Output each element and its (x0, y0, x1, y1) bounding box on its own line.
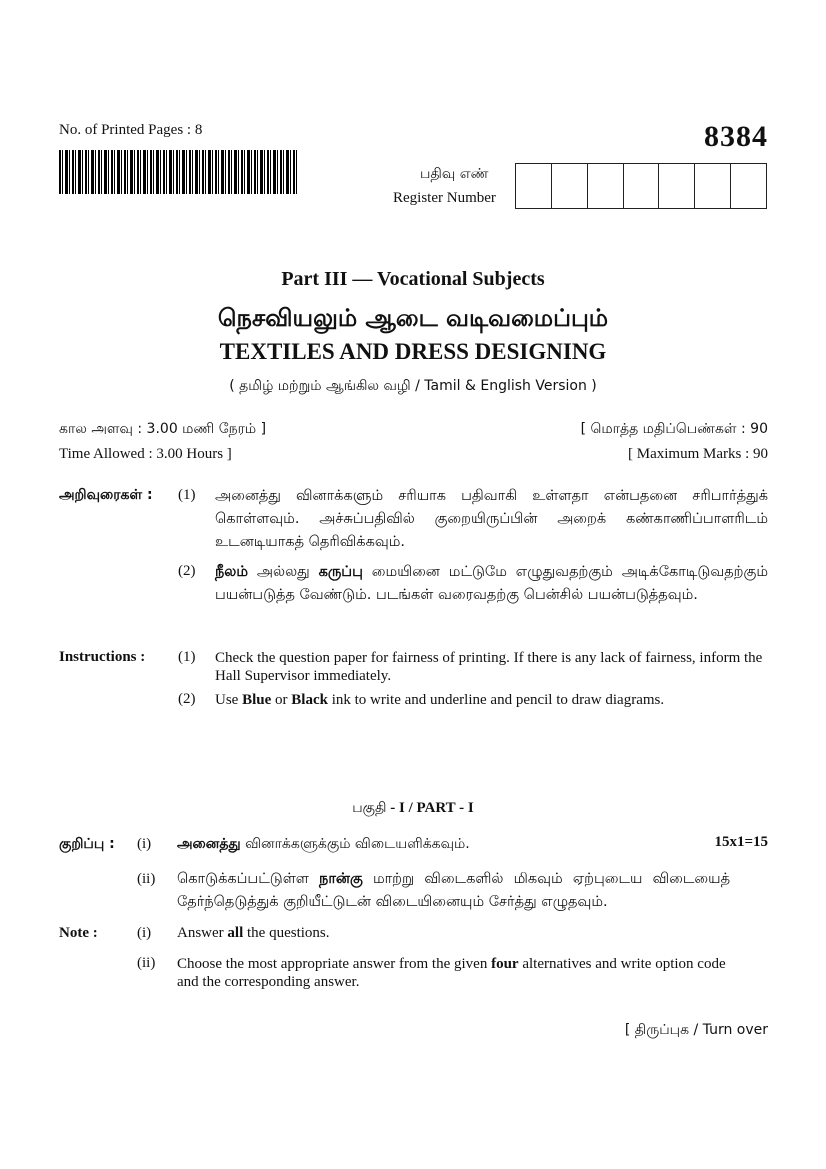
text-segment: அல்லது (248, 564, 319, 580)
instructions-tamil-label: அறிவுரைகள் : (59, 487, 153, 503)
turn-over: [ திருப்புக / Turn over (624, 1022, 768, 1038)
subject-title: TEXTILES AND DRESS DESIGNING (219, 339, 607, 364)
barcode (59, 150, 299, 194)
max-marks-tamil: [ மொத்த மதிப்பெண்கள் : 90 (580, 421, 768, 437)
instruction-tamil-2 (215, 561, 768, 607)
note-tamil-1 (177, 836, 470, 854)
marks-scheme: 15x1=15 (714, 834, 768, 850)
item-number: (i) (137, 925, 152, 941)
paper-code: 8384 (704, 120, 768, 153)
register-number-boxes[interactable] (515, 163, 767, 209)
item-number: (1) (178, 649, 196, 665)
register-digit-box[interactable] (624, 164, 660, 208)
text-segment: alternatives and write option code and the corresponding answer. (177, 956, 726, 990)
item-number: (2) (178, 691, 196, 707)
bold-black: Black (291, 692, 328, 708)
part-1-heading-english: - I / PART - I (386, 800, 474, 816)
part-1-heading (0, 798, 826, 818)
note-label: Note : (59, 925, 98, 941)
note-2 (177, 955, 732, 991)
text-segment: கொடுக்கப்பட்டுள்ள (177, 871, 320, 887)
instruction-tamil-1: அனைத்து வினாக்களும் சரியாக பதிவாகி உள்ளதா என்பதனை சரிபார்த்துக் கொள்ளவும். அச்சுப்பதிவில் குறையிருப்பின் அறைக் கண்காணிப்பாளரிடம் உடனடியாகத் தெரிவிக்கவும். (215, 488, 768, 550)
instructions-label: Instructions : (59, 649, 146, 665)
text-segment: வினாக்களுக்கும் விடையளிக்கவும். (240, 836, 470, 852)
register-digit-box[interactable] (552, 164, 588, 208)
time-allowed-tamil: கால அளவு : 3.00 மணி நேரம் ] (59, 421, 267, 437)
register-digit-box[interactable] (659, 164, 695, 208)
register-label: Register Number (393, 190, 496, 206)
register-digit-box[interactable] (516, 164, 552, 208)
bold-four: four (491, 956, 519, 972)
text-segment: Answer (177, 925, 228, 941)
item-number: (ii) (137, 955, 156, 971)
time-allowed: Time Allowed : 3.00 Hours ] (59, 446, 232, 462)
item-number: (ii) (137, 871, 156, 887)
text-segment: மையினை மட்டுமே எழுதுவதற்கும் அடிக்கோடிடுவதற்கும் பயன்படுத்த வேண்டும். படங்கள் வரைவதற்கு பென்சில் பயன்படுத்தவும். (215, 564, 768, 603)
register-digit-box[interactable] (731, 164, 766, 208)
item-number: (2) (178, 563, 196, 579)
register-digit-box[interactable] (588, 164, 624, 208)
item-number: (1) (178, 487, 196, 503)
subject-title-tamil: நெசவியலும் ஆடை வடிவமைப்பும் (217, 304, 609, 332)
text-segment: Choose the most appropriate answer from the given (177, 956, 492, 972)
printed-pages: No. of Printed Pages : 8 (59, 122, 203, 138)
instruction-2 (215, 691, 770, 709)
text-segment: Use (215, 692, 243, 708)
note-1 (177, 925, 330, 942)
register-label-tamil: பதிவு எண் (420, 166, 489, 182)
bold-four: நான்கு (319, 871, 363, 887)
bold-all: அனைத்து (177, 836, 241, 852)
bold-blue: Blue (242, 692, 272, 708)
register-digit-box[interactable] (695, 164, 731, 208)
bold-black: கருப்பு (318, 564, 363, 580)
text-segment: மாற்று விடைகளில் மிகவும் ஏற்புடைய விடையைத் தேர்ந்தெடுத்துக் குறியீட்டுடன் விடையினையும் சேர்த்து எழுதவும். (177, 871, 731, 910)
text-segment: ink to write and underline and pencil to draw diagrams. (327, 692, 665, 708)
part-heading: Part III — Vocational Subjects (281, 268, 545, 290)
note-tamil-2 (177, 868, 730, 914)
max-marks: [ Maximum Marks : 90 (628, 446, 768, 462)
item-number: (i) (137, 836, 152, 852)
bold-blue: நீலம் (215, 564, 248, 580)
version-line: ( தமிழ் மற்றும் ஆங்கில வழி / Tamil & English Version ) (229, 378, 597, 394)
text-segment: or (271, 692, 292, 708)
instruction-1: Check the question paper for fairness of printing. If there is any lack of fairness, inform the Hall Supervisor immediately. (215, 650, 763, 684)
part-1-heading-tamil: பகுதி (352, 800, 387, 816)
note-tamil-label: குறிப்பு : (59, 836, 115, 852)
text-segment: the questions. (243, 925, 330, 941)
bold-all: all (227, 925, 244, 941)
